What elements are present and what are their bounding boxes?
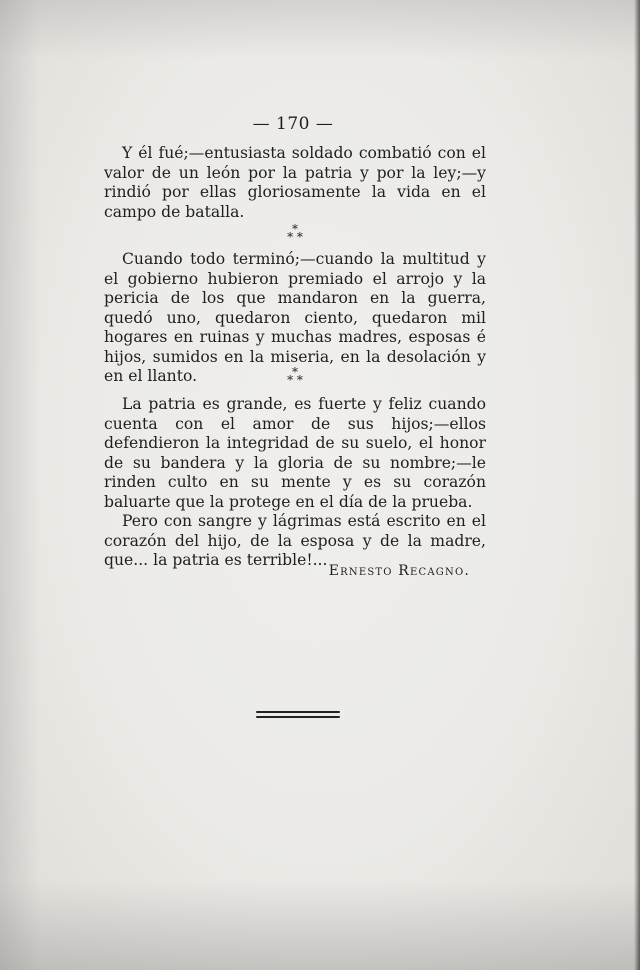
asterism-separator-2	[272, 365, 318, 387]
closing-section	[104, 395, 486, 571]
paragraph-3: La patria es grande, es fuerte y feliz cuando cuenta con el amor de sus hijos;—ellos defendieron la integridad de su suelo, el honor de su bandera y la gloria de su nombre;—le rinden culto en su mente y es su corazón baluarte que la protege en el día de la prueba.	[104, 395, 486, 511]
end-rule-top-line	[256, 711, 340, 713]
page-right-edge-shadow	[634, 0, 640, 970]
page-number: — 170 —	[252, 114, 334, 134]
end-ornament-double-rule	[256, 711, 340, 718]
asterism-bottom-stars: * *	[287, 373, 303, 387]
end-rule-bottom-line	[256, 716, 340, 718]
asterism-top-star: *	[292, 222, 298, 236]
paragraph-1: Y él fué;—entusiasta soldado combatió con el valor de un león por la patria y por la ley;—y rindió por ellas gloriosamente la vida en el campo de batalla.	[104, 144, 486, 221]
paragraph-4: Pero con sangre y lágrimas está escrito en el corazón del hijo, de la esposa y de la madre, que... la patria es terrible!...	[104, 512, 486, 569]
paragraph-soldier	[104, 144, 486, 222]
page-bottom-shading	[0, 880, 640, 970]
paragraph-2: Cuando todo terminó;—cuando la multitud y el gobierno hubieron premiado el arrojo y la pericia de los que mandaron en la guerra, quedó uno, quedaron ciento, quedaron mil hogares en ruinas y muchas madres, esposas é hijos, sumidos en la miseria, en la desolación y en el llanto.	[104, 250, 486, 385]
asterism-separator-1	[272, 222, 318, 244]
asterism-bottom-stars: * *	[287, 230, 303, 244]
asterism-top-star: *	[292, 365, 298, 379]
page-top-shading	[0, 0, 640, 60]
author-signature: Ernesto Recagno.	[328, 563, 470, 579]
page-left-shading	[0, 0, 40, 970]
